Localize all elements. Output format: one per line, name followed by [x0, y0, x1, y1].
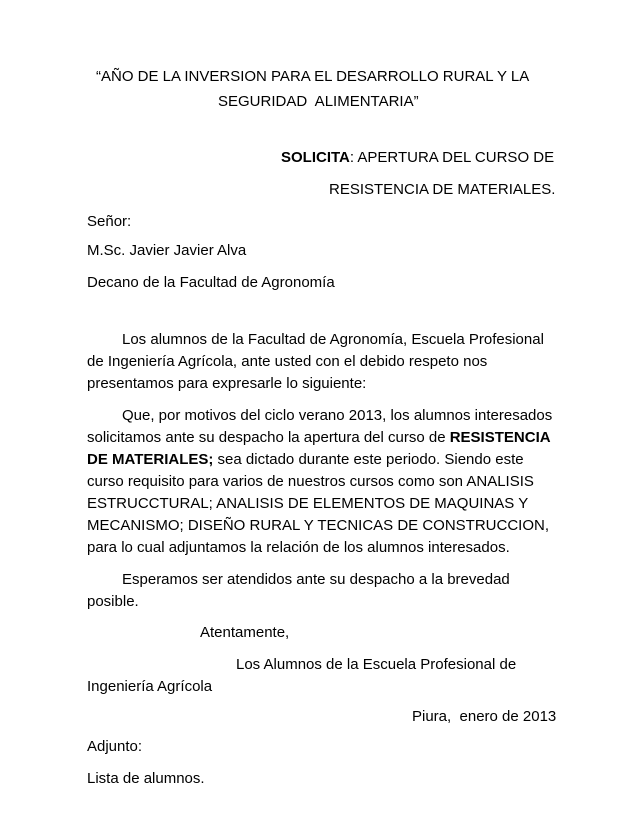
subject-text-1: : APERTURA DEL CURSO DE — [349, 149, 555, 166]
paragraph-2-line-6: MECANISMO; DISEÑO RURAL Y TECNICAS DE CONSTRUCCION, — [87, 517, 550, 534]
subject-line-1 — [281, 147, 554, 169]
course-name-bold-1: RESISTENCIA — [449, 429, 551, 446]
header-line-2: SEGURIDAD ALIMENTARIA” — [218, 93, 419, 110]
paragraph-2-line-5: ESTRUCCTURAL; ANALISIS DE ELEMENTOS DE MAQUINAS Y — [87, 495, 529, 512]
attachment-label: Adjunto: — [87, 738, 143, 755]
paragraph-2-line-7: para lo cual adjuntamos la relación de los alumnos interesados. — [87, 539, 510, 556]
paragraph-2-line-3-text: sea dictado durante este periodo. Siendo este — [213, 451, 524, 468]
closing-regards: Atentamente, — [200, 624, 290, 641]
attachment-item: Lista de alumnos. — [87, 770, 205, 787]
subject-label: SOLICITA — [281, 149, 350, 166]
paragraph-3-line-1: Esperamos ser atendidos ante su despacho a la brevedad — [122, 571, 510, 588]
place-and-date: Piura, enero de 2013 — [412, 708, 557, 725]
recipient-name: M.Sc. Javier Javier Alva — [87, 242, 247, 259]
paragraph-2-line-2-text: solicitamos ante su despacho la apertura del curso de — [87, 429, 450, 446]
salutation: Señor: — [87, 213, 132, 230]
paragraph-3-line-2: posible. — [87, 593, 139, 610]
paragraph-2-line-3 — [87, 449, 524, 471]
paragraph-2-line-1: Que, por motivos del ciclo verano 2013, los alumnos interesados — [122, 407, 553, 424]
subject-line-2: RESISTENCIA DE MATERIALES. — [329, 181, 556, 198]
course-name-bold-2: DE MATERIALES; — [87, 451, 214, 468]
paragraph-1-line-2: de Ingeniería Agrícola, ante usted con el debido respeto nos — [87, 353, 488, 370]
paragraph-1-line-1: Los alumnos de la Facultad de Agronomía, Escuela Profesional — [122, 331, 544, 348]
header-line-1: “AÑO DE LA INVERSION PARA EL DESARROLLO RURAL Y LA — [96, 68, 530, 85]
recipient-title: Decano de la Facultad de Agronomía — [87, 274, 335, 291]
paragraph-2-line-2 — [87, 427, 551, 449]
paragraph-1-line-3: presentamos para expresarle lo siguiente: — [87, 375, 367, 392]
paragraph-2-line-4: curso requisito para varios de nuestros cursos como son ANALISIS — [87, 473, 534, 490]
sender-line-2: Ingeniería Agrícola — [87, 678, 213, 695]
sender-line-1: Los Alumnos de la Escuela Profesional de — [236, 656, 517, 673]
